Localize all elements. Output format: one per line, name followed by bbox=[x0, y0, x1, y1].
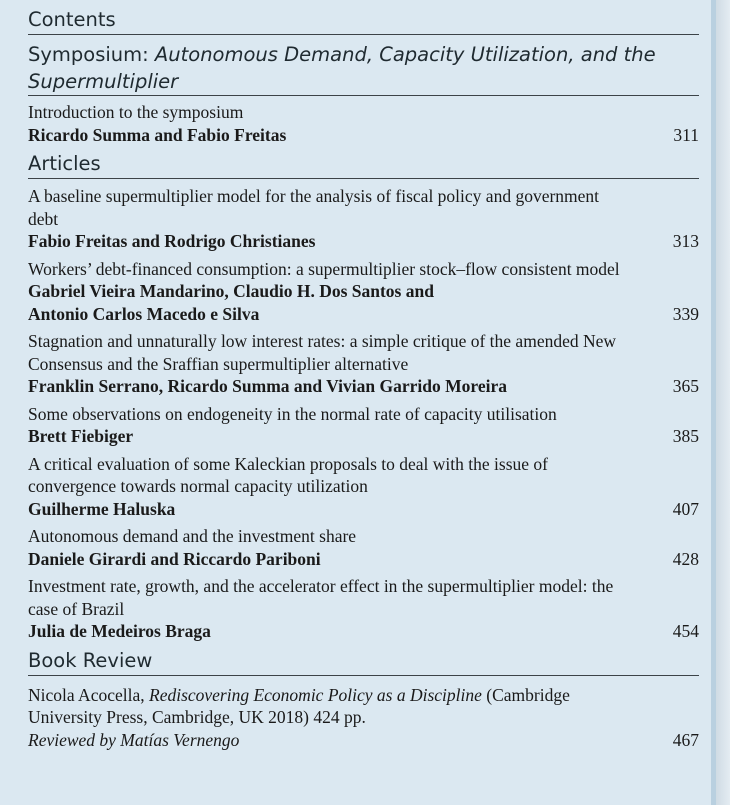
entry-page: 365 bbox=[672, 376, 699, 396]
page-edge bbox=[716, 0, 730, 805]
article-entry[interactable] bbox=[28, 453, 699, 521]
entry-page: 313 bbox=[672, 231, 699, 251]
entry-authors: Fabio Freitas and Rodrigo Christianes bbox=[28, 231, 316, 251]
article-entry[interactable] bbox=[28, 258, 699, 326]
symposium-title: Autonomous Demand, Capacity Utilization, and the Supermultiplier bbox=[28, 43, 656, 93]
entry-authors: Julia de Medeiros Braga bbox=[28, 621, 211, 641]
article-entry[interactable] bbox=[28, 330, 699, 398]
entry-authors: Franklin Serrano, Ricardo Summa and Vivian Garrido Moreira bbox=[28, 376, 507, 396]
entry-page: 467 bbox=[672, 729, 699, 750]
entry-title: Some observations on endogeneity in the normal rate of capacity utilisation bbox=[28, 403, 557, 424]
book-author: Nicola Acocella, bbox=[28, 684, 149, 705]
entry-title: Autonomous demand and the investment share bbox=[28, 526, 357, 546]
entry-page: 454 bbox=[672, 621, 699, 641]
book-review-citation bbox=[28, 684, 628, 729]
book-publication: (Cambridge University Press, Cambridge, UK 2018) 424 pp. bbox=[28, 684, 570, 727]
entry-title: Workers’ debt-financed consumption: a supermultiplier stock–flow consistent model bbox=[28, 258, 620, 279]
article-entry[interactable] bbox=[28, 403, 699, 448]
entry-authors: Ricardo Summa and Fabio Freitas bbox=[28, 124, 287, 145]
entry-authors: Daniele Girardi and Riccardo Pariboni bbox=[28, 548, 321, 569]
entry-page: 339 bbox=[672, 303, 699, 324]
entry-page: 428 bbox=[672, 548, 699, 569]
entry-page: 407 bbox=[672, 498, 699, 519]
entry-page: 385 bbox=[672, 426, 699, 446]
symposium-heading bbox=[28, 41, 699, 96]
table-of-contents bbox=[28, 8, 699, 756]
entry-authors: Brett Fiebiger bbox=[28, 426, 134, 446]
book-title: Rediscovering Economic Policy as a Discipline bbox=[149, 684, 482, 705]
article-entry[interactable] bbox=[28, 575, 699, 643]
symposium-entry[interactable] bbox=[28, 101, 699, 146]
reviewer: Reviewed by Matías Vernengo bbox=[28, 729, 240, 750]
entry-authors: Gabriel Vieira Mandarino, Claudio H. Dos Santos and Antonio Carlos Macedo e Silva bbox=[28, 281, 434, 324]
article-entry[interactable] bbox=[28, 185, 699, 253]
symposium-prefix: Symposium: bbox=[28, 43, 155, 66]
article-entry[interactable] bbox=[28, 525, 699, 570]
entry-title: A baseline supermultiplier model for the analysis of fiscal policy and government debt bbox=[28, 186, 600, 229]
entry-title: Stagnation and unnaturally low interest rates: a simple critique of the amended New Consensus and the Sraffian supermultiplier alternative bbox=[28, 331, 617, 374]
articles-heading: Articles bbox=[28, 152, 699, 179]
entry-authors: Guilherme Haluska bbox=[28, 498, 176, 519]
book-review-entry[interactable] bbox=[28, 684, 699, 752]
book-review-heading: Book Review bbox=[28, 649, 699, 676]
contents-heading: Contents bbox=[28, 8, 699, 35]
entry-title: Introduction to the symposium bbox=[28, 102, 244, 122]
entry-title: Investment rate, growth, and the accelerator effect in the supermultiplier model: the case of Brazil bbox=[28, 576, 614, 619]
entry-title: A critical evaluation of some Kaleckian proposals to deal with the issue of convergence towards normal capacity utilization bbox=[28, 453, 548, 496]
entry-page: 311 bbox=[673, 124, 699, 145]
